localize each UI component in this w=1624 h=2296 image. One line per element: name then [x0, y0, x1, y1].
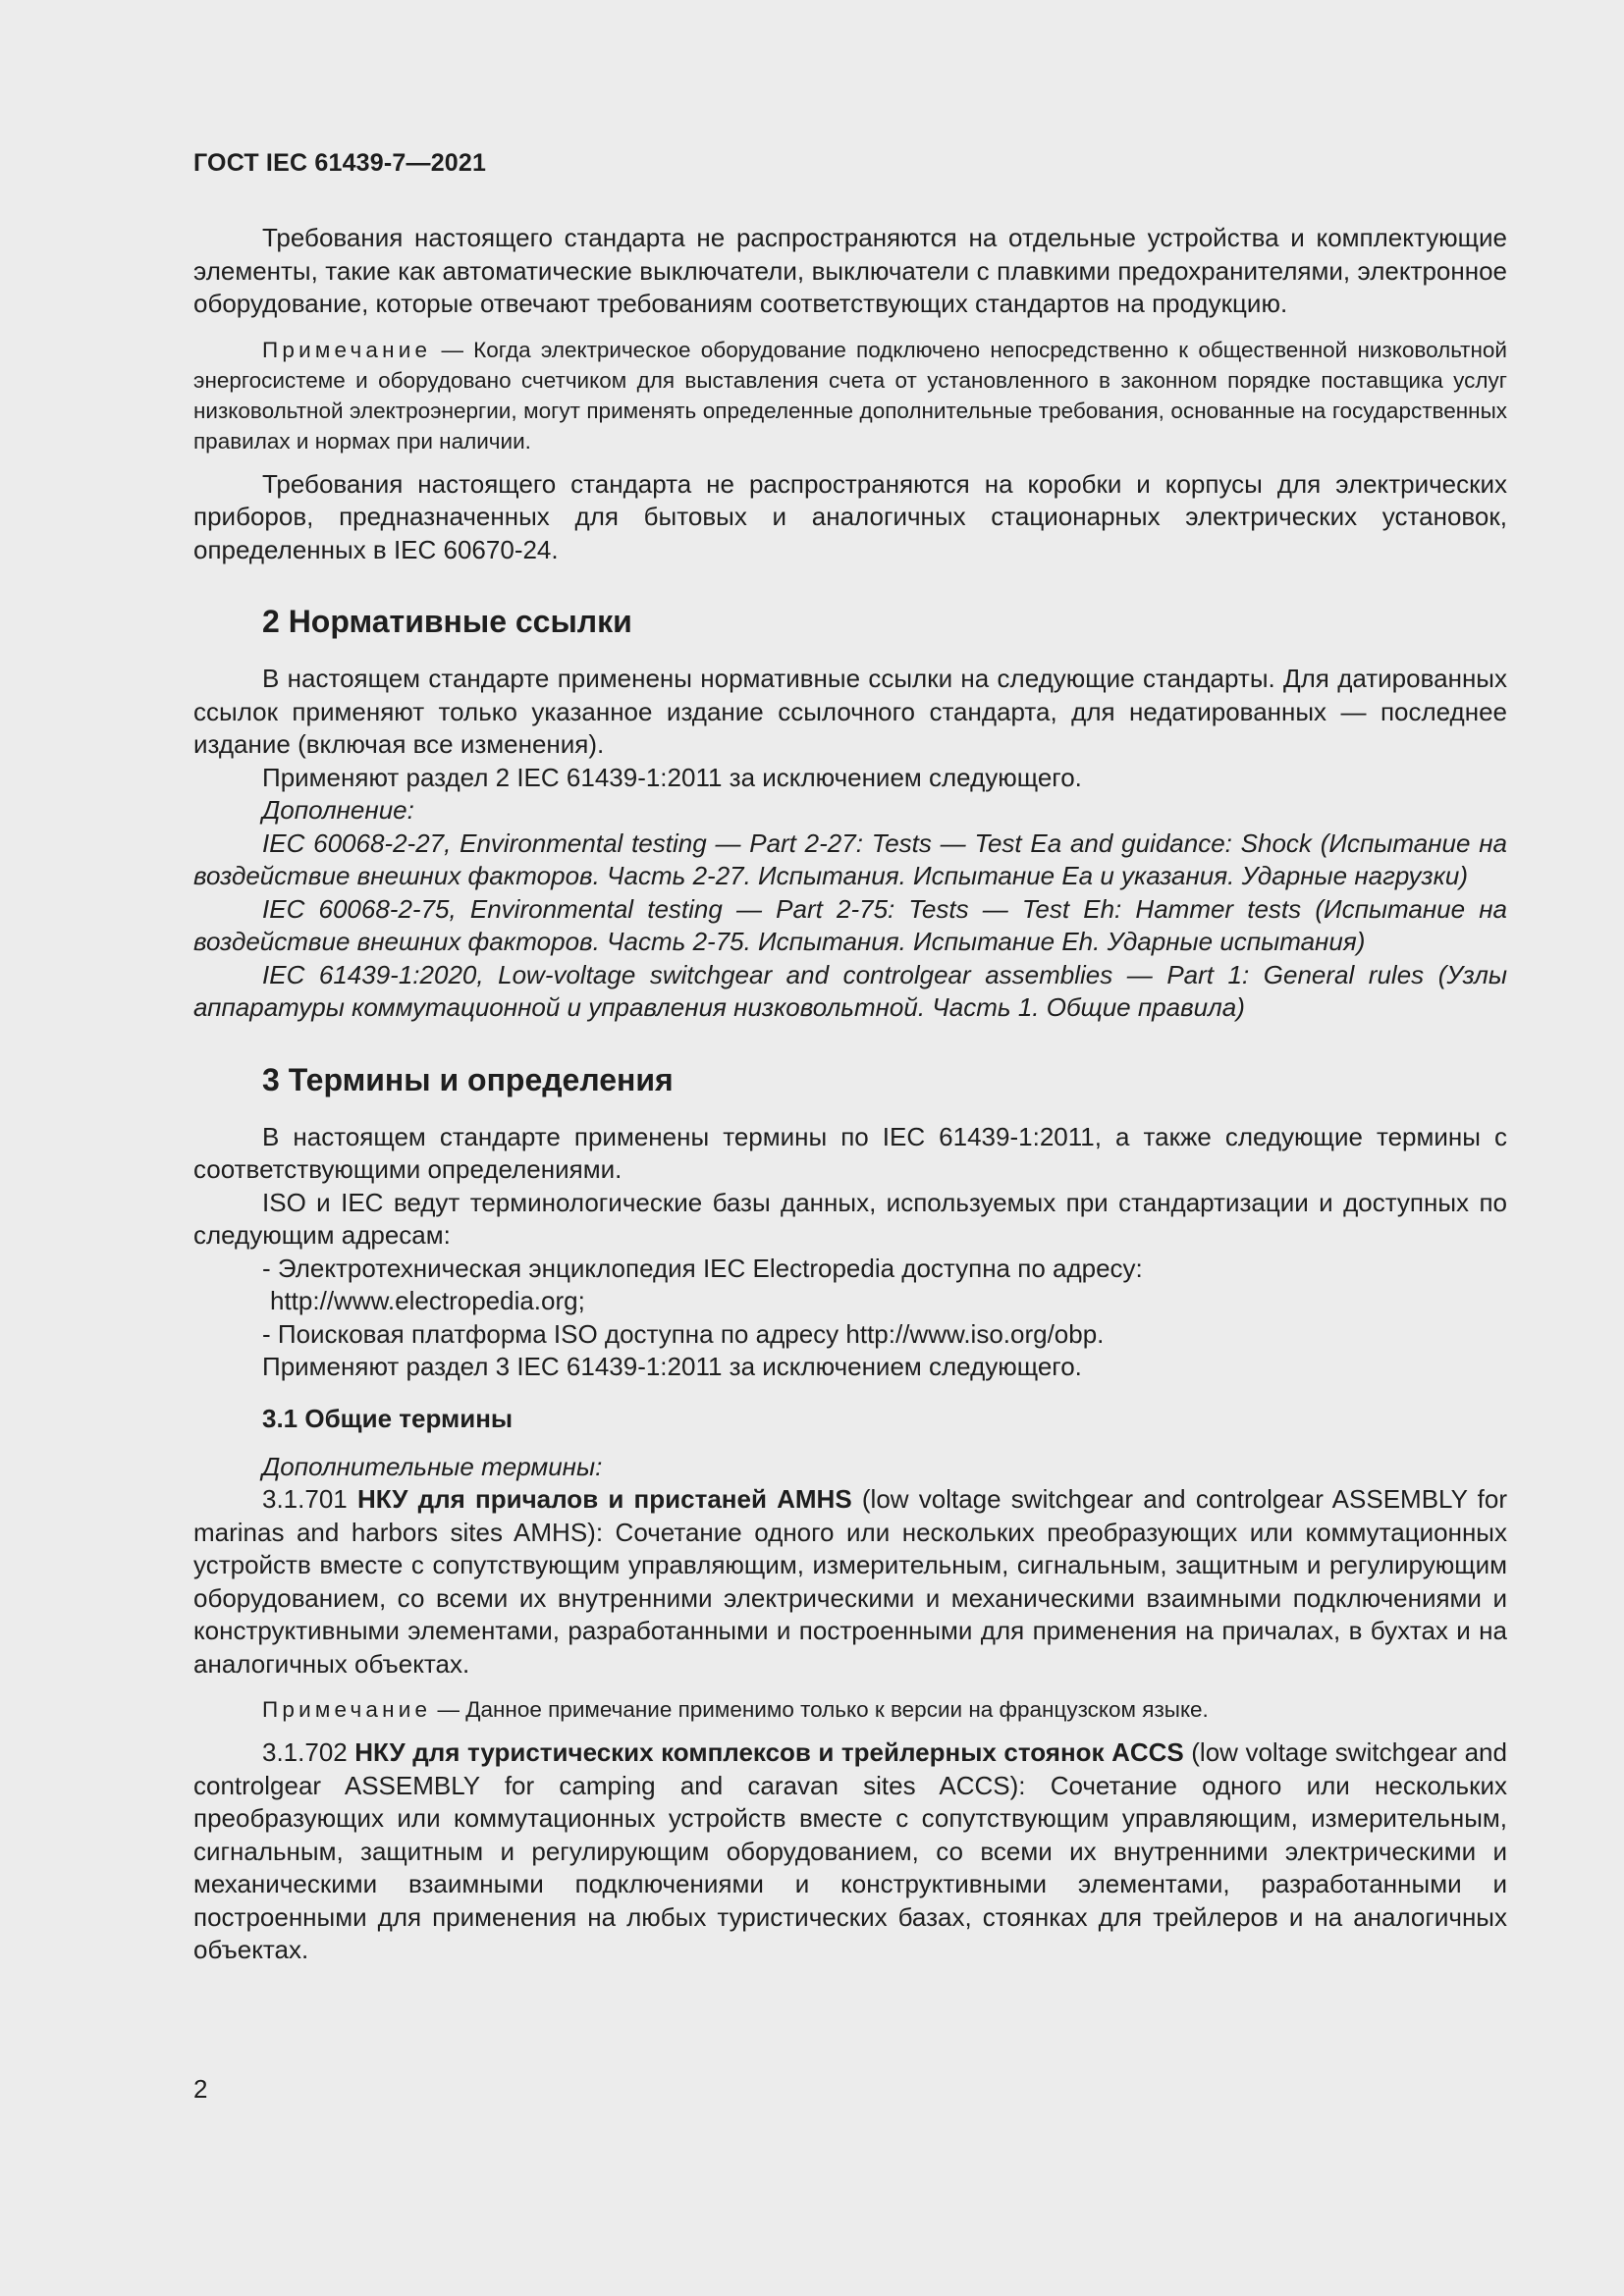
section-3-paragraph-1: В настоящем стандарте применены термины по IEC 61439-1:2011, а также следующие термины с соответствующими определениями. — [193, 1121, 1507, 1184]
section-2-paragraph-1: В настоящем стандарте применены нормативные ссылки на следующие стандарты. Для датированных ссылок применяют только указанное издание ссылочного стандарта, для недатированных — последнее издание (включая все изменения). — [193, 664, 1507, 759]
subsection-3-1-heading: 3.1 Общие термины — [262, 1403, 514, 1433]
term-note — [193, 1694, 1507, 1725]
list-item-electropedia: - Электротехническая энциклопедия IEC Electropedia доступна по адресу: — [262, 1253, 1143, 1283]
scope-paragraph-1: Требования настоящего стандарта не распространяются на отдельные устройства и комплектующие элементы, такие как автоматические выключатели, выключатели с плавкими предохранителями, электронное оборудование, которые отвечают требованиям соответствующих стандартов на продукцию. — [193, 223, 1507, 318]
term-3-1-702 — [193, 1736, 1507, 1967]
term-definition: (low voltage switchgear and controlgear ASSEMBLY for marinas and harbors sites AMHS): Сочетание одного или нескольких преобразующих или коммутационных устройств вместе с сопутствующим управляющим, измерительным, сигнальным, защитным и регулирующим оборудованием, со всеми их внутренними электрическими и механическими взаимными подключениями и конструктивными элементами, разработанными и построенными для применения на причалах, в бухтах и на аналогичных объектах. — [193, 1484, 1507, 1679]
electropedia-url: http://www.electropedia.org; — [270, 1286, 585, 1315]
note-label: Примечание — [262, 1697, 432, 1722]
section-3-paragraph-2: ISO и IEC ведут терминологические базы данных, используемых при стандартизации и доступных по следующим адресам: — [193, 1187, 1507, 1250]
additional-terms-label: Дополнительные термины: — [262, 1451, 603, 1481]
section-2-addition-label: Дополнение: — [262, 795, 414, 825]
normative-reference-2: IEC 60068-2-75, Environmental testing — Part 2-75: Tests — Test Eh: Hammer tests (Испытание на воздействие внешних факторов. Часть 2-75. Испытания. Испытание Eh. Ударные испытания) — [193, 893, 1507, 956]
term-number: 3.1.701 — [262, 1484, 357, 1514]
section-2-paragraph-2: Применяют раздел 2 IEC 61439-1:2011 за исключением следующего. — [262, 762, 1082, 792]
scope-paragraph-2: Требования настоящего стандарта не распространяются на коробки и корпусы для электрических приборов, предназначенных для бытовых и аналогичных стационарных электрических установок, определенных в IEC 60670-24. — [193, 468, 1507, 564]
normative-reference-1: IEC 60068-2-27, Environmental testing — Part 2-27: Tests — Test Ea and guidance: Shock (Испытание на воздействие внешних факторов. Часть 2-27. Испытания. Испытание Ea и указания. Ударные нагрузки) — [193, 828, 1507, 890]
normative-reference-3: IEC 61439-1:2020, Low-voltage switchgear and controlgear assemblies — Part 1: General rules (Узлы аппаратуры коммутационной и управления низковольтной. Часть 1. Общие правила) — [193, 959, 1507, 1022]
section-3-paragraph-3: Применяют раздел 3 IEC 61439-1:2011 за исключением следующего. — [262, 1352, 1082, 1381]
term-name: НКУ для туристических комплексов и трейлерных стоянок ACCS — [354, 1737, 1184, 1767]
note-label: Примечание — [262, 337, 432, 362]
note-text: — Когда электрическое оборудование подключено непосредственно к общественной низковольтной энергосистеме и оборудовано счетчиком для выставления счета от установленного в законном порядке поставщика услуг низковольтной электроэнергии, могут применять определенные дополнительные требования, основанные на государственных правилах и нормах при наличии. — [193, 337, 1507, 454]
term-name: НКУ для причалов и пристаней AMHS — [356, 1484, 852, 1514]
section-3-heading: 3 Термины и определения — [262, 1061, 674, 1097]
term-number: 3.1.702 — [262, 1737, 355, 1767]
section-2-heading: 2 Нормативные ссылки — [262, 604, 632, 639]
term-definition: (low voltage switchgear and controlgear ASSEMBLY for camping and caravan sites ACCS): Сочетание одного или нескольких преобразующих или коммутационных устройств вместе с сопутствующим управляющим, измерительным, сигнальным, защитным и регулирующим оборудованием, со всеми их внутренними электрическими и механическими взаимными подключениями и конструктивными элементами, разработанными и построенными для применения на любых туристических базах, стоянках для трейлеров и на аналогичных объектах. — [193, 1737, 1507, 1964]
term-3-1-701 — [193, 1483, 1507, 1681]
page-content — [193, 222, 1507, 1967]
note-text: — Данное примечание применимо только к версии на французском языке. — [431, 1697, 1209, 1722]
list-item-iso-obp: - Поисковая платформа ISO доступна по адресу http://www.iso.org/obp. — [262, 1318, 1105, 1349]
scope-note — [193, 335, 1507, 456]
page-number: 2 — [193, 2074, 208, 2104]
document-header: ГОСТ IEC 61439-7—2021 — [193, 149, 487, 177]
